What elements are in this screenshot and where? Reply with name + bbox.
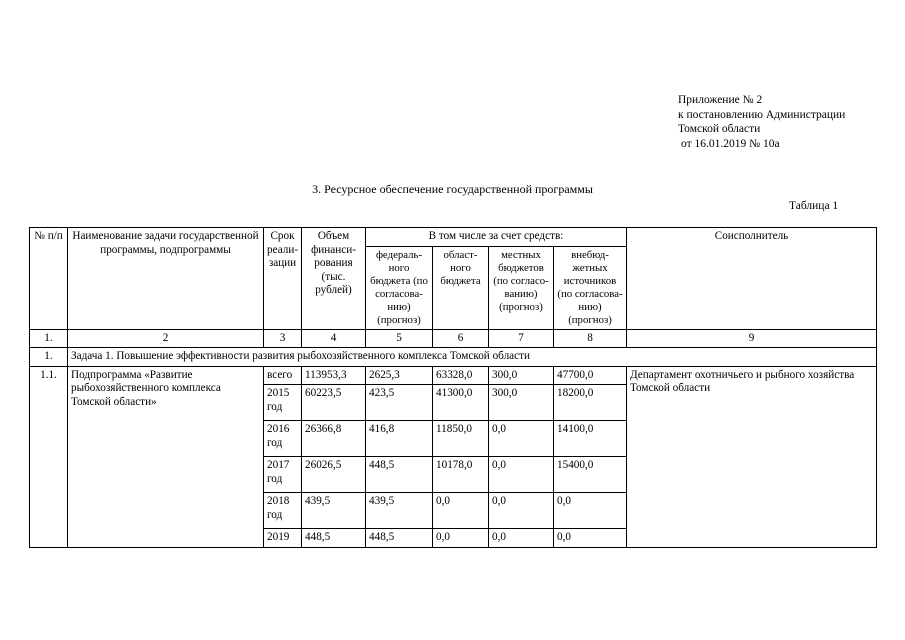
row-regional: 41300,0 (433, 385, 489, 421)
task-row (30, 348, 877, 367)
header-row (30, 228, 877, 247)
row-extra: 47700,0 (554, 366, 627, 385)
header-volume: Объем финанси-рования (тыс. рублей) (302, 228, 366, 330)
appendix-line-4: от 16.01.2019 № 10а (681, 137, 780, 150)
col-number: 8 (554, 329, 627, 348)
row-federal: 416,8 (366, 421, 433, 457)
row-local: 0,0 (489, 457, 554, 493)
appendix-line-2: к постановлению Администрации (678, 108, 846, 121)
row-volume: 113953,3 (302, 366, 366, 385)
task-title: Задача 1. Повышение эффективности развития рыбохозяйственного комплекса Томской области (68, 348, 877, 367)
row-local: 300,0 (489, 366, 554, 385)
row-extra: 0,0 (554, 493, 627, 529)
row-federal: 423,5 (366, 385, 433, 421)
subprogram-name: Подпрограмма «Развитие рыбохозяйственного комплекса Томской области» (68, 366, 264, 547)
header-name: Наименование задачи государственной программы, подпрограммы (68, 228, 264, 330)
header-coexecutor: Соисполнитель (627, 228, 877, 330)
resource-table (29, 227, 877, 548)
column-number-row (30, 329, 877, 348)
header-including: В том числе за счет средств: (366, 228, 627, 247)
row-local: 300,0 (489, 385, 554, 421)
coexecutor-cell: Департамент охотничьего и рыбного хозяйства Томской области (627, 366, 877, 547)
col-number: 9 (627, 329, 877, 348)
row-volume: 439,5 (302, 493, 366, 529)
row-extra: 14100,0 (554, 421, 627, 457)
row-term: 2017 год (264, 457, 302, 493)
header-federal: федераль-ного бюджета (по согласова-нию) (прогноз) (366, 246, 433, 329)
row-term: 2018 год (264, 493, 302, 529)
row-volume: 448,5 (302, 529, 366, 548)
col-number: 6 (433, 329, 489, 348)
table-label: Таблица 1 (789, 200, 839, 212)
row-federal: 448,5 (366, 529, 433, 548)
row-term: всего (264, 366, 302, 385)
table-row (30, 366, 877, 385)
row-regional: 11850,0 (433, 421, 489, 457)
row-extra: 0,0 (554, 529, 627, 548)
header-local: местных бюджетов (по согласо-ванию) (прогноз) (489, 246, 554, 329)
task-num: 1. (30, 348, 68, 367)
row-federal: 2625,3 (366, 366, 433, 385)
row-local: 0,0 (489, 493, 554, 529)
header-num: № п/п (30, 228, 68, 330)
row-regional: 0,0 (433, 493, 489, 529)
row-regional: 10178,0 (433, 457, 489, 493)
row-volume: 26026,5 (302, 457, 366, 493)
row-federal: 448,5 (366, 457, 433, 493)
row-federal: 439,5 (366, 493, 433, 529)
appendix-line-1: Приложение № 2 (678, 94, 763, 106)
row-regional: 0,0 (433, 529, 489, 548)
header-regional: област-ного бюджета (433, 246, 489, 329)
row-volume: 60223,5 (302, 385, 366, 421)
row-term: 2015 год (264, 385, 302, 421)
appendix-note (678, 93, 845, 151)
row-extra: 18200,0 (554, 385, 627, 421)
col-number: 7 (489, 329, 554, 348)
col-number: 3 (264, 329, 302, 348)
col-number: 4 (302, 329, 366, 348)
subprogram-num: 1.1. (30, 366, 68, 547)
row-local: 0,0 (489, 529, 554, 548)
col-number: 2 (68, 329, 264, 348)
row-term: 2019 (264, 529, 302, 548)
header-term: Срок реали-зации (264, 228, 302, 330)
section-title: 3. Ресурсное обеспечение государственной программы (312, 182, 593, 196)
row-regional: 63328,0 (433, 366, 489, 385)
col-number: 1. (30, 329, 68, 348)
row-term: 2016 год (264, 421, 302, 457)
col-number: 5 (366, 329, 433, 348)
appendix-line-3: Томской области (678, 123, 761, 135)
header-extra: внебюд-жетных источников (по согласова-нию) (прогноз) (554, 246, 627, 329)
row-local: 0,0 (489, 421, 554, 457)
row-extra: 15400,0 (554, 457, 627, 493)
row-volume: 26366,8 (302, 421, 366, 457)
